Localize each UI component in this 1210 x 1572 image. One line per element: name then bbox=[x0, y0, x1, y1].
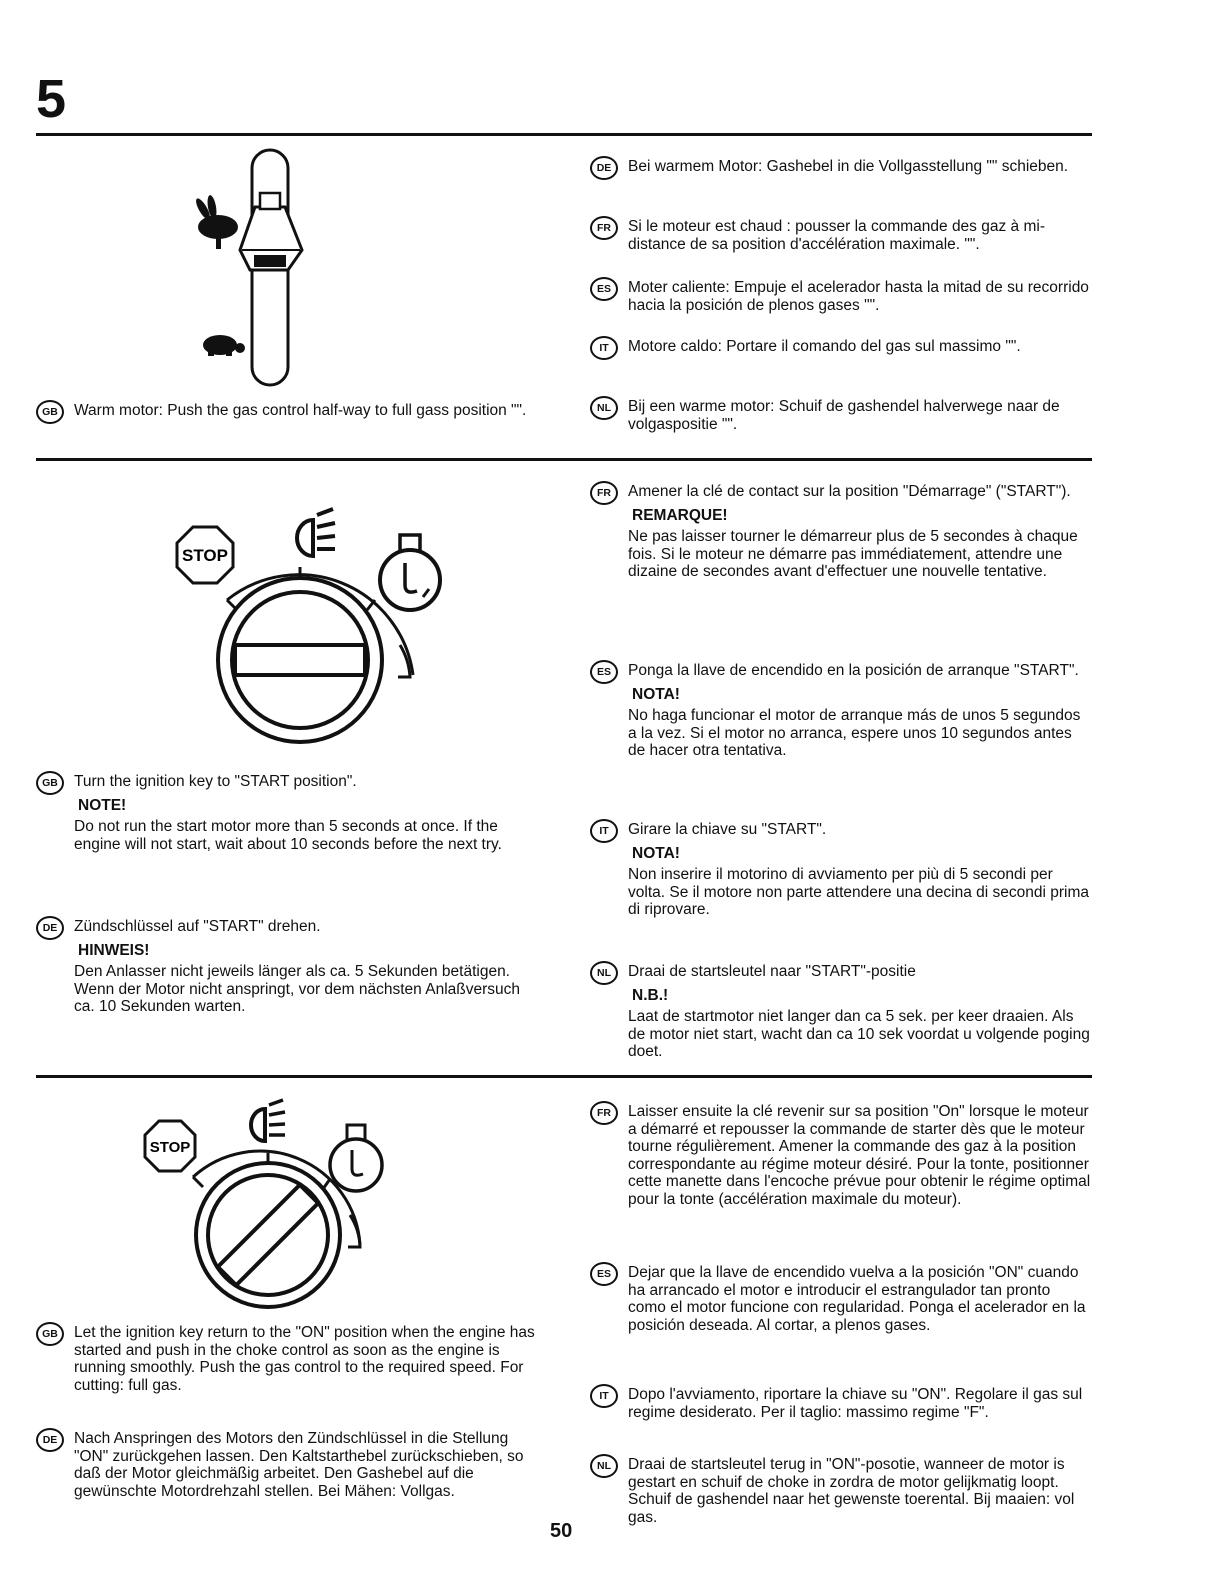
s2-de-block bbox=[36, 918, 536, 1022]
lang-badge-fr: FR bbox=[590, 1101, 618, 1125]
s3-nl-block bbox=[590, 1456, 1092, 1532]
lang-badge-gb: GB bbox=[36, 400, 64, 424]
lang-badge-nl: NL bbox=[590, 396, 618, 420]
s2-it-text: Girare la chiave su "START". bbox=[628, 821, 827, 838]
s3-gb-text: Let the ignition key return to the "ON" position when the engine has started and push in the choke control as soon as the engine is running smoothly. Push the gas control to the required speed. For cutting: full gas. bbox=[74, 1324, 535, 1394]
stop-icon bbox=[177, 527, 233, 583]
lang-badge-it: IT bbox=[590, 1384, 618, 1408]
s1-it-block bbox=[590, 338, 1092, 362]
top-rule bbox=[36, 133, 1092, 136]
s2-es-block bbox=[590, 662, 1092, 766]
s3-es-block bbox=[590, 1264, 1092, 1340]
s2-de-text: Zündschlüssel auf "START" drehen. bbox=[74, 918, 321, 935]
s2-it-note: Non inserire il motorino di avviamento per più di 5 secondi per volta. Se il motore non parte attendere una decina di secondi prima di riprovare. bbox=[628, 866, 1089, 918]
s2-nl-note-label: N.B.! bbox=[632, 986, 669, 1004]
lang-badge-it: IT bbox=[590, 819, 618, 843]
s1-nl-block bbox=[590, 398, 1092, 439]
s1-nl-text: Bij een warme motor: Schuif de gashendel halverwege naar de volgaspositie "". bbox=[628, 398, 1060, 433]
s2-de-note: Den Anlasser nicht jeweils länger als ca. 5 Sekunden betätigen. Wenn der Motor nicht anspringt, vor dem nächsten Anlaßversuch ca. 10 Sekunden warten. bbox=[74, 963, 520, 1015]
s2-fr-block bbox=[590, 483, 1092, 587]
s2-nl-block bbox=[590, 963, 1092, 1067]
ignition-switch-start-illustration bbox=[155, 505, 465, 760]
chapter-number: 5 bbox=[36, 69, 67, 129]
s3-nl-text: Draai de startsleutel terug in "ON"-posotie, wanneer de motor is gestart en schuif de choke in zordra de motor gelijkmatig loopt. Schuif de gashendel naar het gewenste toerental. Bij maaien: vol gas. bbox=[628, 1456, 1075, 1526]
s2-de-note-label: HINWEIS! bbox=[78, 941, 150, 959]
headlight-icon bbox=[297, 509, 335, 556]
stop-icon bbox=[145, 1121, 195, 1171]
lang-badge-nl: NL bbox=[590, 1454, 618, 1478]
s1-gb-block bbox=[36, 402, 536, 426]
s2-fr-note-label: REMARQUE! bbox=[632, 506, 728, 524]
s2-it-note-label: NOTA! bbox=[632, 844, 680, 862]
throttle-lever-illustration bbox=[180, 145, 310, 390]
section-divider-2 bbox=[36, 1075, 1092, 1078]
hare-icon bbox=[194, 194, 238, 249]
section-divider-1 bbox=[36, 458, 1092, 461]
s1-es-text: Moter caliente: Empuje el acelerador hasta la mitad de su recorrido hacia la posición de plenos gases "". bbox=[628, 279, 1089, 314]
s2-gb-text: Turn the ignition key to "START position". bbox=[74, 773, 357, 790]
s1-gb-text: Warm motor: Push the gas control half-way to full gass position "". bbox=[74, 402, 527, 419]
ignition-switch-on-illustration bbox=[135, 1095, 395, 1315]
s2-nl-text: Draai de startsleutel naar "START"-positie bbox=[628, 963, 916, 980]
s3-gb-block bbox=[36, 1324, 536, 1400]
s3-fr-block bbox=[590, 1103, 1092, 1214]
s1-de-text: Bei warmem Motor: Gashebel in die Vollgasstellung "" schieben. bbox=[628, 158, 1069, 175]
lang-badge-de: DE bbox=[36, 1428, 64, 1452]
s3-de-block bbox=[36, 1430, 536, 1506]
start-symbol-icon bbox=[380, 535, 440, 610]
lang-badge-gb: GB bbox=[36, 1322, 64, 1346]
lang-badge-it: IT bbox=[590, 336, 618, 360]
s2-es-note-label: NOTA! bbox=[632, 685, 680, 703]
lang-badge-de: DE bbox=[590, 156, 618, 180]
s1-es-block bbox=[590, 279, 1092, 320]
s2-gb-note: Do not run the start motor more than 5 seconds at once. If the engine will not start, wait about 10 seconds before the next try. bbox=[74, 818, 502, 853]
start-symbol-icon bbox=[330, 1125, 382, 1191]
svg-text:STOP: STOP bbox=[182, 546, 228, 565]
s2-gb-note-label: NOTE! bbox=[78, 796, 127, 814]
s2-nl-note: Laat de startmotor niet langer dan ca 5 sek. per keer draaien. Als de motor niet start, wacht dan ca 10 sek voordat u volgende poging doet. bbox=[628, 1008, 1090, 1060]
lang-badge-es: ES bbox=[590, 277, 618, 301]
lang-badge-fr: FR bbox=[590, 216, 618, 240]
s1-it-text: Motore caldo: Portare il comando del gas sul massimo "". bbox=[628, 338, 1021, 355]
s1-fr-text: Si le moteur est chaud : pousser la commande des gaz à mi-distance de sa position d'accélération maximale. "". bbox=[628, 218, 1045, 253]
s2-es-text: Ponga la llave de encendido en la posición de arranque "START". bbox=[628, 662, 1079, 679]
s2-fr-note: Ne pas laisser tourner le démarreur plus de 5 secondes à chaque fois. Si le moteur ne démarre pas immédiatement, attendre une dizaine de secondes avant d'effectuer une nouvelle tentative. bbox=[628, 528, 1078, 580]
lang-badge-es: ES bbox=[590, 660, 618, 684]
s2-it-block bbox=[590, 821, 1092, 925]
lang-badge-fr: FR bbox=[590, 481, 618, 505]
s1-de-block bbox=[590, 158, 1092, 182]
page-number: 50 bbox=[550, 1520, 573, 1542]
lang-badge-nl: NL bbox=[590, 961, 618, 985]
s3-it-text: Dopo l'avviamento, riportare la chiave su "ON". Regolare il gas sul regime desiderato. Per il taglio: massimo regime "F". bbox=[628, 1386, 1083, 1421]
lang-badge-es: ES bbox=[590, 1262, 618, 1286]
s1-fr-block bbox=[590, 218, 1092, 259]
headlight-icon bbox=[251, 1100, 285, 1141]
s2-fr-text: Amener la clé de contact sur la position "Démarrage" ("START"). bbox=[628, 483, 1071, 500]
s3-de-text: Nach Anspringen des Motors den Zündschlüssel in die Stellung "ON" zurückgehen lassen. Den Kaltstarthebel zurückschieben, so daß der Motor gleichmäßig arbeitet. Den Gashebel auf die gewünschte Motordrehzahl stellen. Bei Mähen: Vollgas. bbox=[74, 1430, 524, 1500]
svg-text:STOP: STOP bbox=[149, 1139, 191, 1156]
s3-es-text: Dejar que la llave de encendido vuelva a la posición "ON" cuando ha arrancado el motor e introducir el estrangulador tan pronto como el motor funcione con regularidad. Ponga el acelerador en la posición deseada. Al cortar, a plenos gases. bbox=[628, 1264, 1086, 1334]
s2-es-note: No haga funcionar el motor de arranque más de unos 5 segundos a la vez. Si el motor no arranca, espere unos 10 segundos antes de hacer otra tentativa. bbox=[628, 707, 1081, 759]
lang-badge-de: DE bbox=[36, 916, 64, 940]
tortoise-icon bbox=[203, 335, 245, 356]
s2-gb-block bbox=[36, 773, 536, 859]
s3-fr-text: Laisser ensuite la clé revenir sur sa position "On" lorsque le moteur a démarré et repousser la commande de starter dès que le moteur tourne régulièrement. Amener la commande des gaz à la position correspondante au régime moteur désiré. Pour la tonte, positionner cette manette dans l'encoche prévue pour obtenir le régime optimal pour la tonte (accélération maximale du moteur). bbox=[628, 1103, 1091, 1208]
lang-badge-gb: GB bbox=[36, 771, 64, 795]
s3-it-block bbox=[590, 1386, 1092, 1427]
